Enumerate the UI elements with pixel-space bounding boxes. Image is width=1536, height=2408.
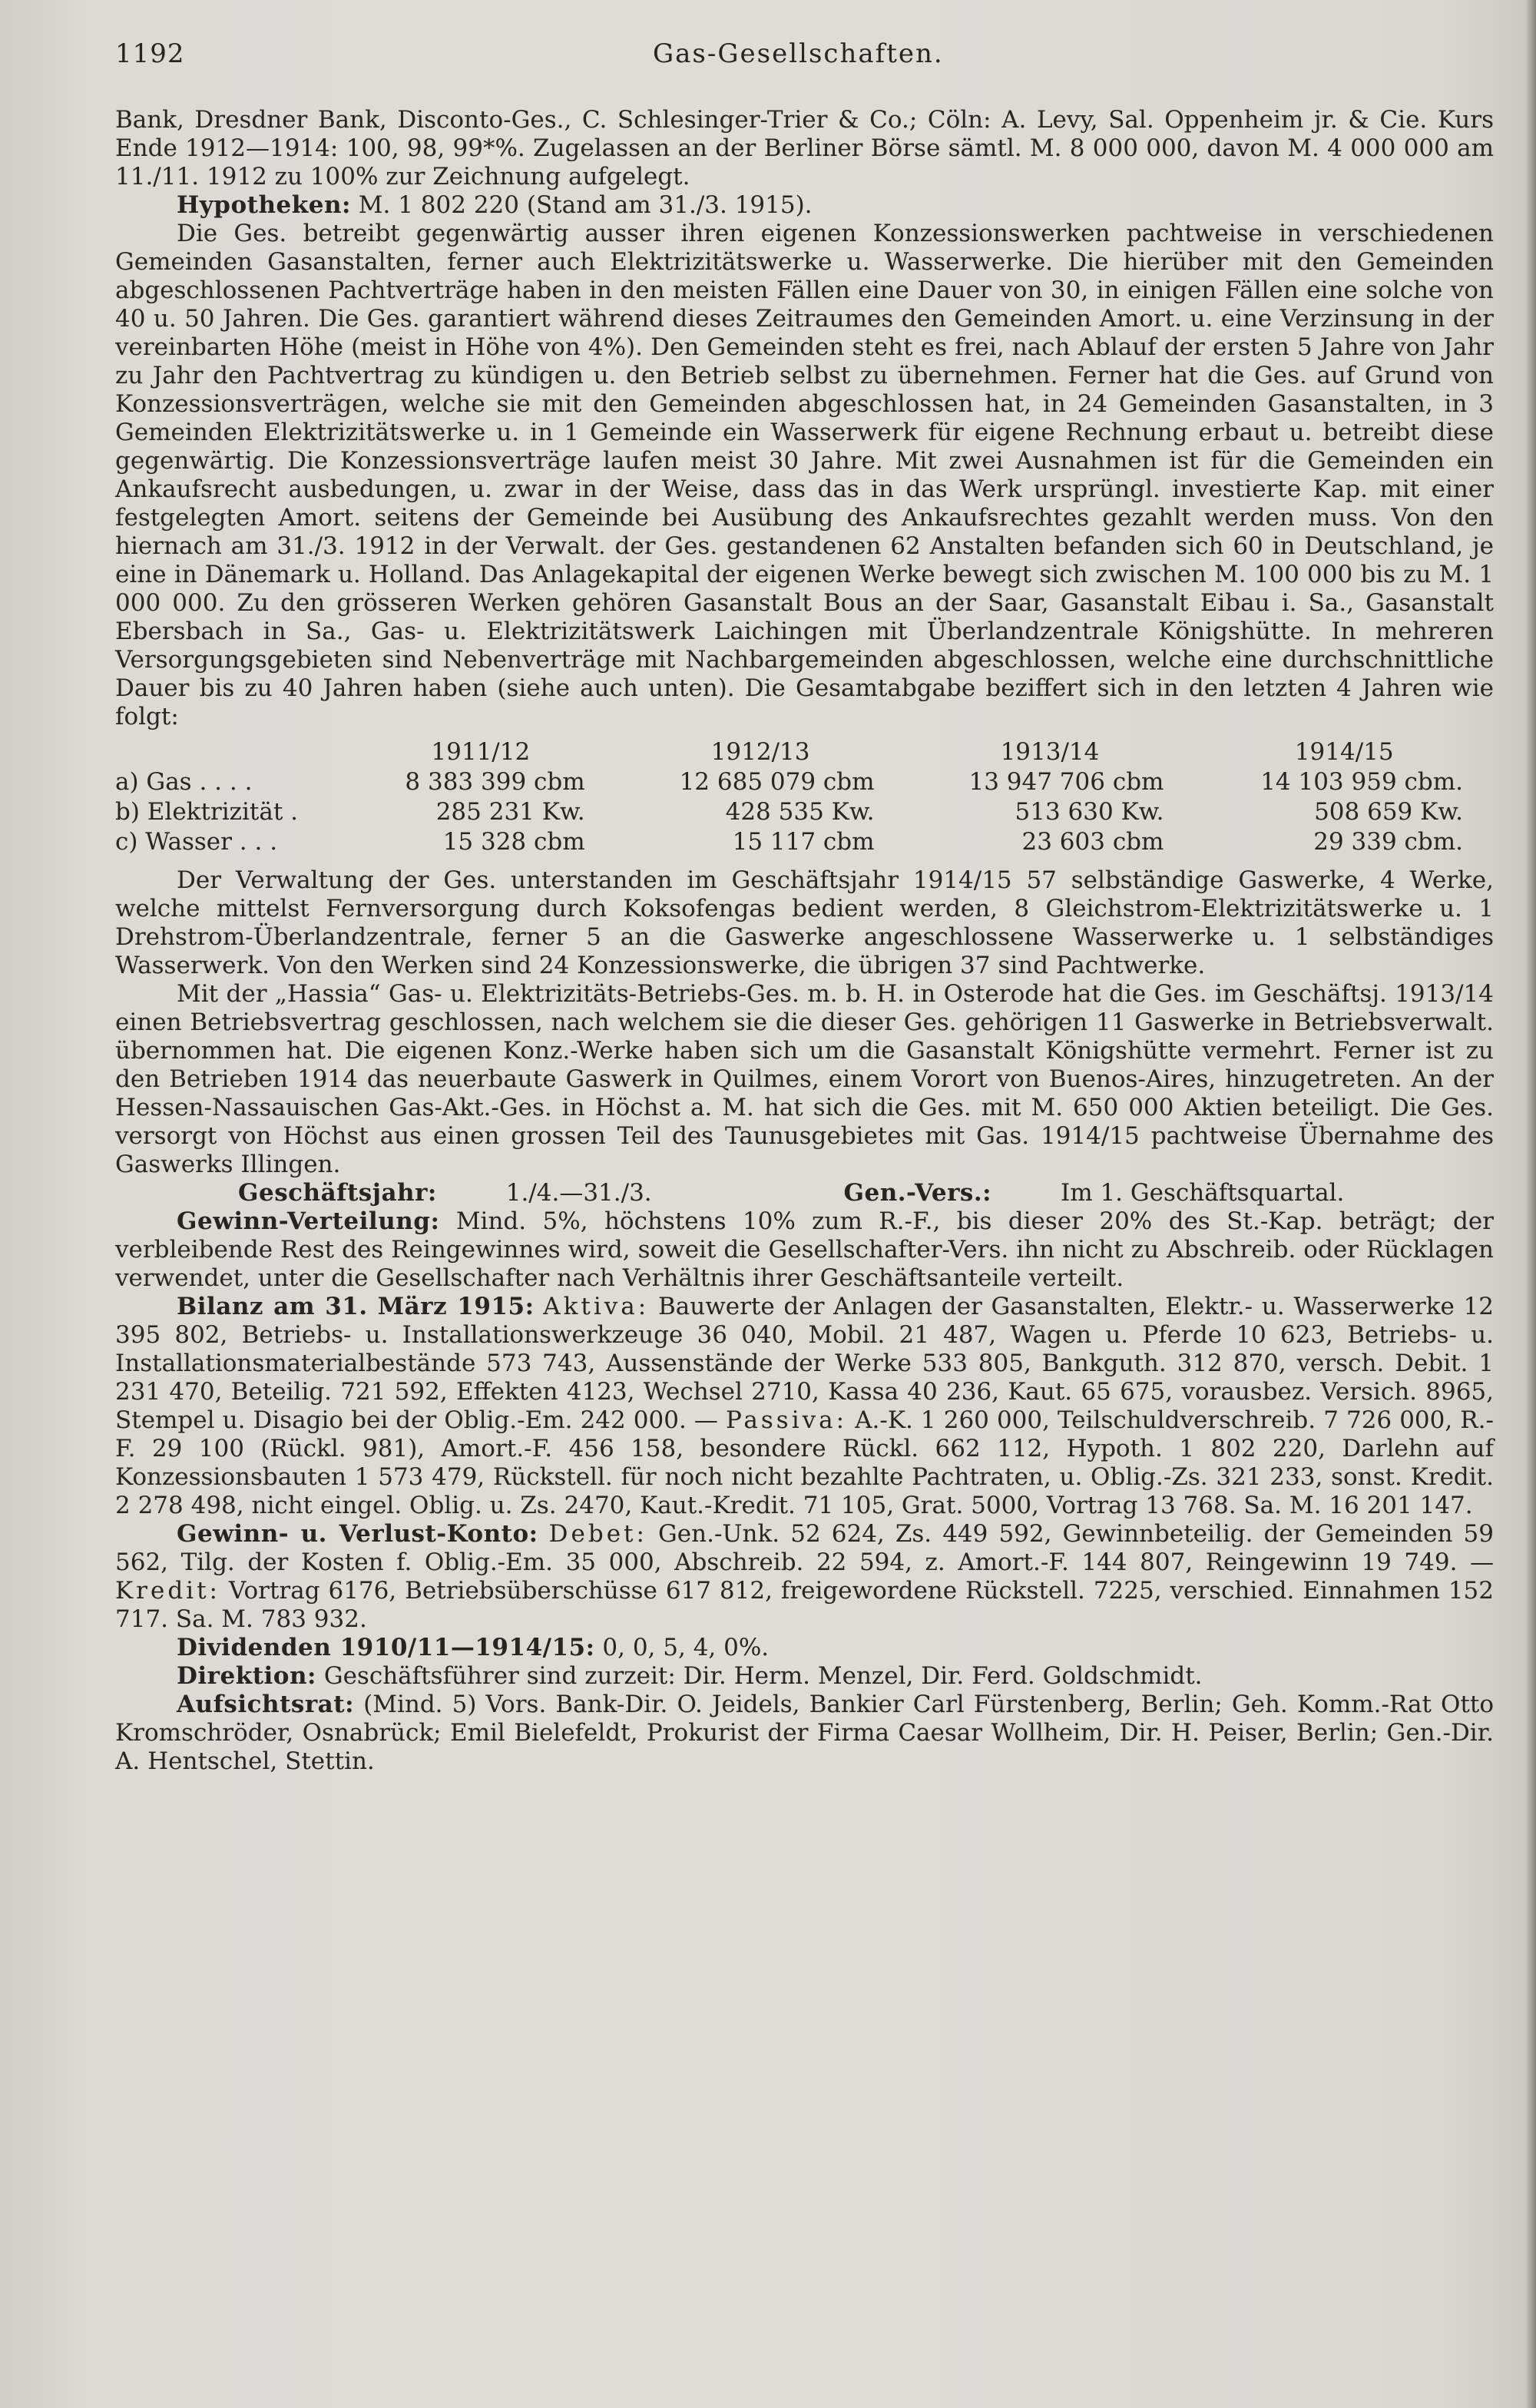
page-number: 1192 (115, 38, 185, 69)
production-table-header (115, 737, 1494, 767)
gewinn-verteilung-label: Gewinn-Verteilung: (177, 1207, 440, 1235)
page-edge-shadow (1525, 0, 1536, 2408)
running-title: Gas-Gesellschaften. (653, 38, 944, 69)
table-cell: 14 103 959 cbm. (1260, 768, 1463, 796)
table-cell: 285 231 Kw. (435, 798, 585, 826)
table-cell: 508 659 Kw. (1314, 798, 1463, 826)
debet-label: Debet: (548, 1520, 647, 1548)
table-cell: 8 383 399 cbm (405, 768, 585, 796)
gen-vers-text: Im 1. Geschäftsquartal. (1060, 1179, 1345, 1207)
paragraph-verwaltung: Der Verwaltung der Ges. unterstanden im Geschäftsjahr 1914/15 57 selbständige Gaswerke, 4 Werke, welche mittelst Fernversorgung durch Koksofengas bedient werden, 8 Gleichstrom-Elektrizitätswerke u. 1 Drehstrom-Überlandzentrale, ferner 5 an die Gaswerke angeschlossene Wasserwerke u. 1 selbständiges Wasserwerk. Von den Werken sind 24 Konzessionswerke, die übrigen 37 sind Pachtwerke. (115, 866, 1494, 979)
gewinn-verteilung-text: Mind. 5%, höchstens 10% zum R.-F., bis dieser 20% des St.-Kap. beträgt; der verbleibende Rest des Reingewinnes wird, soweit die Gesellschafter-Vers. ihn nicht zu Abschreib. oder Rücklagen verwendet, unter die Gesellschafter nach Verhältnis ihrer Geschäftsanteile verteilt. (115, 1207, 1494, 1292)
table-corner (115, 737, 346, 767)
table-cell: 428 535 Kw. (725, 798, 875, 826)
section-dividenden (115, 1634, 1494, 1662)
aktiva-text: Bauwerte der Anlagen der Gasanstalten, Elektr.- u. Wasserwerke 12 395 802, Betriebs- u. Installationswerkzeuge 36 040, Mobil. 21 487, Wagen u. Pferde 10 623, Betriebs- u. Installationsmaterialbestände 573 743, Aussenstände der Werke 533 805, Bankguth. 312 870, versch. Debit. 1 231 470, Beteilig. 721 592, Effekten 4123, Wechsel 2710, Kassa 40 236, Kaut. 65 675, vorausbez. Versich. 8965, Stempel u. Disagio bei der Oblig.-Em. 242 000. — (115, 1293, 1494, 1434)
page-header (115, 38, 1490, 77)
year-header: 1913/14 (1000, 738, 1100, 766)
passiva-label: Passiva: (725, 1406, 848, 1434)
direktion-label: Direktion: (177, 1662, 316, 1690)
passiva-text: A.-K. 1 260 000, Teilschuldverschreib. 7 726 000, R.-F. 29 100 (Rückl. 981), Amort.-F. 456 158, besondere Rückl. 662 112, Hypoth. 1 802 220, Darlehn auf Konzessionsbauten 1 573 479, Rückstell. für noch nicht bezahlte Pachtraten, u. Oblig.-Zs. 321 233, sonst. Kredit. 2 278 498, nicht eingel. Oblig. u. Zs. 2470, Kaut.-Kredit. 71 105, Grat. 5000, Vortrag 13 768. Sa. M. 16 201 147. (115, 1406, 1494, 1519)
hypotheken-label: Hypotheken: (177, 191, 351, 219)
table-row (115, 767, 1494, 797)
production-table (115, 737, 1494, 857)
table-cell: 29 339 cbm. (1313, 828, 1463, 856)
year-header: 1911/12 (431, 738, 531, 766)
year-header: 1912/13 (710, 738, 810, 766)
kredit-label: Kredit: (115, 1577, 220, 1605)
row-label: a) Gas . . . . (115, 768, 253, 796)
row-label: c) Wasser . . . (115, 828, 278, 856)
gen-vers-label: Gen.-Vers.: (843, 1179, 992, 1207)
year-header: 1914/15 (1294, 738, 1394, 766)
paragraph-bank: Bank, Dresdner Bank, Disconto-Ges., C. Schlesinger-Trier & Co.; Cöln: A. Levy, Sal. Oppenheim jr. & Cie. Kurs Ende 1912—1914: 100, 98, 99*%. Zugelassen an der Berliner Börse sämtl. M. 8 000 000, davon M. 4 000 000 am 11./11. 1912 zu 100% zur Zeichnung aufgelegt. (115, 106, 1494, 190)
aufsichtsrat-label: Aufsichtsrat: (177, 1691, 355, 1718)
page-body (115, 106, 1494, 1776)
table-cell: 12 685 079 cbm (679, 768, 875, 796)
table-cell: 13 947 706 cbm (968, 768, 1164, 796)
section-aufsichtsrat (115, 1691, 1494, 1776)
bilanz-label: Bilanz am 31. März 1915: (177, 1293, 535, 1320)
gewinn-konto-label: Gewinn- u. Verlust-Konto: (177, 1520, 538, 1548)
table-cell: 513 630 Kw. (1015, 798, 1164, 826)
section-bilanz (115, 1293, 1494, 1520)
dividenden-text: 0, 0, 5, 4, 0%. (602, 1634, 770, 1661)
direktion-text: Geschäftsführer sind zurzeit: Dir. Herm. Menzel, Dir. Ferd. Goldschmidt. (323, 1662, 1203, 1690)
debet-text: Gen.-Unk. 52 624, Zs. 449 592, Gewinnbeteilig. der Gemeinden 59 562, Tilg. der Kosten f. Oblig.-Em. 35 000, Abschreib. 22 594, z. Amort.-F. 144 807, Reingewinn 19 749. — (115, 1520, 1494, 1576)
aufsichtsrat-text: (Mind. 5) Vors. Bank-Dir. O. Jeidels, Bankier Carl Fürstenberg, Berlin; Geh. Komm.-Rat Otto Kromschröder, Osnabrück; Emil Bielefeldt, Prokurist der Firma Caesar Wollheim, Dir. H. Peiser, Berlin; Gen.-Dir. A. Hentschel, Stettin. (115, 1691, 1494, 1775)
table-cell: 15 117 cbm (732, 828, 875, 856)
section-hypotheken (115, 191, 1494, 220)
section-gewinn-konto (115, 1520, 1494, 1634)
row-label: b) Elektrizität . (115, 798, 299, 826)
geschaeftsjahr-label: Geschäftsjahr: (238, 1179, 437, 1207)
table-row (115, 827, 1494, 857)
section-gewinn-verteilung (115, 1207, 1494, 1293)
kredit-text: Vortrag 6176, Betriebsüberschüsse 617 812, freigewordene Rückstell. 7225, verschied. Einnahmen 152 717. Sa. M. 783 932. (115, 1577, 1495, 1633)
geschaeftsjahr-text: 1./4.—31./3. (505, 1179, 652, 1207)
table-row (115, 797, 1494, 827)
table-cell: 23 603 cbm (1021, 828, 1164, 856)
dividenden-label: Dividenden 1910/11—1914/15: (177, 1634, 595, 1661)
hypotheken-text: M. 1 802 220 (Stand am 31./3. 1915). (358, 191, 813, 219)
paragraph-betrieb: Die Ges. betreibt gegenwärtig ausser ihren eigenen Konzessionswerken pachtweise in verschiedenen Gemeinden Gasanstalten, ferner auch Elektrizitätswerke u. Wasserwerke. Die hierüber mit den Gemeinden abgeschlossenen Pachtverträge haben in den meisten Fällen eine Dauer von 30, in einigen Fällen eine solche von 40 u. 50 Jahren. Die Ges. garantiert während dieses Zeitraumes den Gemeinden Amort. u. eine Verzinsung in der vereinbarten Höhe (meist in Höhe von 4%). Den Gemeinden steht es frei, nach Ablauf der ersten 5 Jahre von Jahr zu Jahr den Pachtvertrag zu kündigen u. den Betrieb selbst zu übernehmen. Ferner hat die Ges. auf Grund von Konzessionsverträgen, welche sie mit den Gemeinden abgeschlossen hat, in 24 Gemeinden Gasanstalten, in 3 Gemeinden Elektrizitätswerke u. in 1 Gemeinde ein Wasserwerk für eigene Rechnung erbaut u. betreibt diese gegenwärtig. Die Konzessionsverträge laufen meist 30 Jahre. Mit zwei Ausnahmen ist für die Gemeinden ein Ankaufsrecht ausbedungen, u. zwar in der Weise, dass das in das Werk ursprüngl. investierte Kap. mit einer festgelegten Amort. seitens der Gemeinde bei Ausübung des Ankaufsrechtes gezahlt werden muss. Von den hiernach am 31./3. 1912 in der Verwalt. der Ges. gestandenen 62 Anstalten befanden sich 60 in Deutschland, je eine in Dänemark u. Holland. Das Anlagekapital der eigenen Werke bewegt sich zwischen M. 100 000 bis zu M. 1 000 000. Zu den grösseren Werken gehören Gasanstalt Bous an der Saar, Gasanstalt Eibau i. Sa., Gasanstalt Ebersbach in Sa., Gas- u. Elektrizitätswerk Laichingen mit Überlandzentrale Königshütte. In mehreren Versorgungsgebieten sind Nebenverträge mit Nachbargemeinden abgeschlossen, welche eine durchschnittliche Dauer bis zu 40 Jahren haben (siehe auch unten). Die Gesamtabgabe beziffert sich in den letzten 4 Jahren wie folgt: (115, 220, 1494, 730)
table-cell: 15 328 cbm (442, 828, 585, 856)
section-geschaeftsjahr (115, 1179, 1494, 1207)
paragraph-hassia: Mit der „Hassia“ Gas- u. Elektrizitäts-Betriebs-Ges. m. b. H. in Osterode hat die Ges. im Geschäftsj. 1913/14 einen Betriebsvertrag geschlossen, nach welchem sie die dieser Ges. gehörigen 11 Gaswerke in Betriebsverwalt. übernommen hat. Die eigenen Konz.-Werke haben sich um die Gasanstalt Königshütte vermehrt. Ferner ist zu den Betrieben 1914 das neuerbaute Gaswerk in Quilmes, einem Vorort von Buenos-Aires, hinzugetreten. An der Hessen-Nassauischen Gas-Akt.-Ges. in Höchst a. M. hat sich die Ges. mit M. 650 000 Aktien beteiligt. Die Ges. versorgt von Höchst aus einen grossen Teil des Taunusgebietes mit Gas. 1914/15 pachtweise Übernahme des Gaswerks Illingen. (115, 980, 1494, 1178)
aktiva-label: Aktiva: (543, 1293, 650, 1320)
section-direktion (115, 1662, 1494, 1691)
